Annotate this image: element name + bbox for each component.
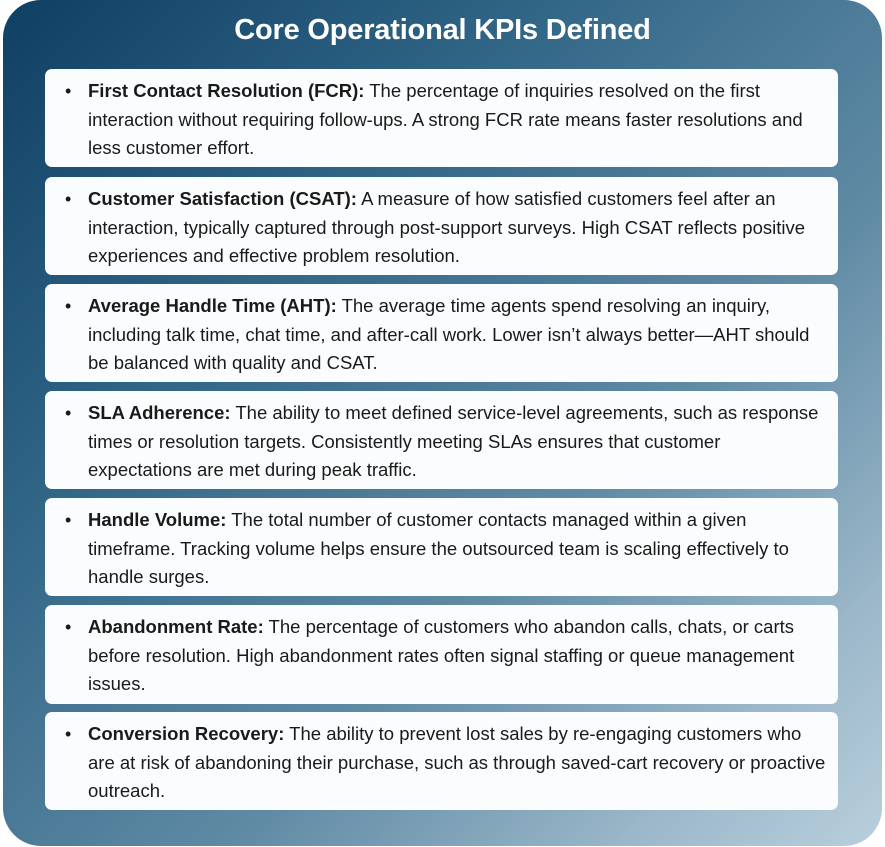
- bullet-icon: •: [65, 296, 72, 316]
- bullet-icon: •: [65, 189, 72, 209]
- kpi-description: The ability to meet defined service-level agreements, such as response times or resolution targets. Consistently meeting SLAs ensures that customer expectations are met during peak traffic.: [88, 402, 819, 480]
- kpi-description: The ability to prevent lost sales by re-engaging customers who are at risk of abandoning their purchase, such as through saved-cart recovery or proactive outreach.: [88, 723, 826, 801]
- kpi-card-abandonment: [45, 605, 838, 704]
- kpi-card-handle-volume: [45, 498, 838, 596]
- kpi-card-sla: [45, 391, 838, 489]
- kpi-description: The percentage of customers who abandon calls, chats, or carts before resolution. High abandonment rates often signal staffing or queue management issues.: [88, 616, 795, 694]
- kpi-card-fcr: [45, 69, 838, 167]
- bullet-icon: •: [65, 81, 72, 101]
- kpi-text: [88, 399, 828, 485]
- kpi-term: Customer Satisfaction (CSAT):: [88, 188, 357, 209]
- page-title: Core Operational KPIs Defined: [234, 14, 651, 46]
- kpi-card-aht: [45, 284, 838, 382]
- kpi-term: First Contact Resolution (FCR):: [88, 80, 365, 101]
- kpi-term: Abandonment Rate:: [88, 616, 264, 637]
- kpi-description: The percentage of inquiries resolved on the first interaction without requiring follow-ups. A strong FCR rate means faster resolutions and less customer effort.: [88, 80, 803, 158]
- kpi-text: [88, 613, 828, 699]
- kpi-card-csat: [45, 177, 838, 275]
- kpi-description: A measure of how satisfied customers feel after an interaction, typically captured through post-support surveys. High CSAT reflects positive experiences and effective problem resolution.: [88, 188, 806, 266]
- kpi-text: [88, 185, 828, 271]
- kpi-term: Handle Volume:: [88, 509, 227, 530]
- bullet-icon: •: [65, 403, 72, 423]
- kpi-term: SLA Adherence:: [88, 402, 231, 423]
- kpi-text: [88, 77, 828, 163]
- kpi-text: [88, 506, 828, 592]
- kpi-card-conversion: [45, 712, 838, 810]
- kpi-term: Average Handle Time (AHT):: [88, 295, 337, 316]
- kpi-description: The average time agents spend resolving an inquiry, including talk time, chat time, and after-call work. Lower isn’t always better—AHT should be balanced with quality and CSAT.: [88, 295, 810, 373]
- bullet-icon: •: [65, 617, 72, 637]
- kpi-term: Conversion Recovery:: [88, 723, 285, 744]
- kpi-text: [88, 720, 828, 806]
- kpi-description: The total number of customer contacts managed within a given timeframe. Tracking volume helps ensure the outsourced team is scaling effectively to handle surges.: [88, 509, 789, 587]
- bullet-icon: •: [65, 724, 72, 744]
- kpi-text: [88, 292, 828, 378]
- kpi-panel: [3, 0, 882, 846]
- bullet-icon: •: [65, 510, 72, 530]
